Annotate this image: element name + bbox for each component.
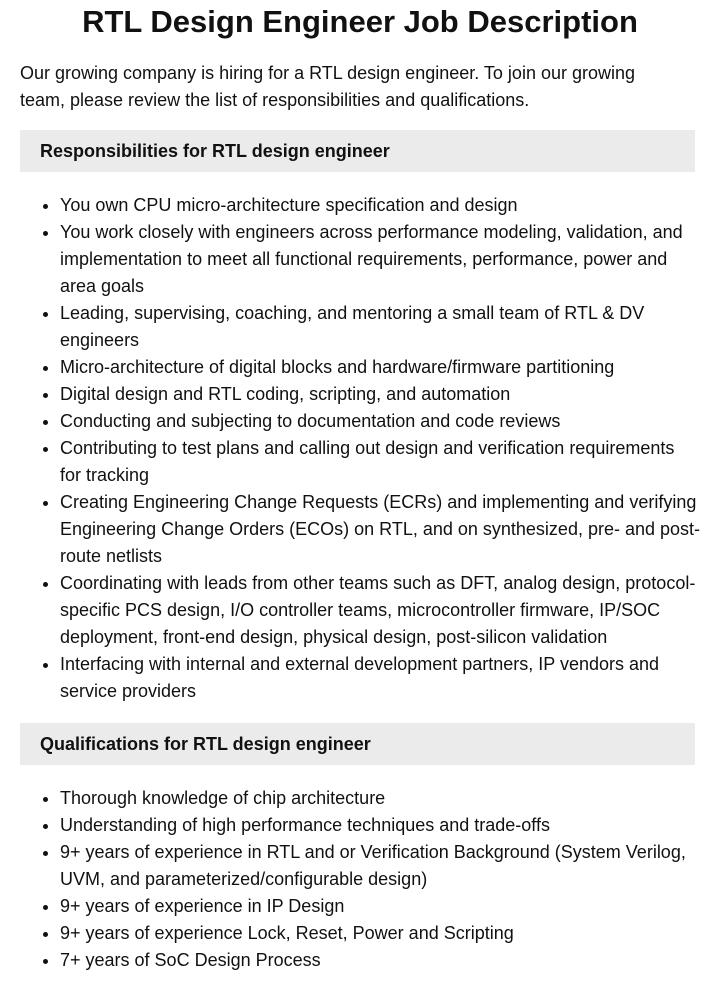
list-item: • 7+ years of SoC Design Process: [60, 947, 700, 974]
list-item: • 9+ years of experience in RTL and or Verification Background (System Verilog, UVM, and parameterized/configurable design): [60, 839, 700, 893]
list-item: • Thorough knowledge of chip architecture: [60, 785, 700, 812]
list-item: • Understanding of high performance techniques and trade-offs: [60, 812, 700, 839]
qualifications-list: [0, 785, 700, 974]
list-item: • 9+ years of experience Lock, Reset, Power and Scripting: [60, 920, 700, 947]
list-item: • Micro-architecture of digital blocks and hardware/firmware partitioning: [60, 354, 700, 381]
list-item: • 9+ years of experience in IP Design: [60, 893, 700, 920]
list-item: • You work closely with engineers across performance modeling, validation, and implementation to meet all functional requirements, performance, power and area goals: [60, 219, 700, 300]
responsibilities-list: [0, 192, 700, 705]
responsibilities-heading: Responsibilities for RTL design engineer: [20, 130, 695, 172]
page-title: RTL Design Engineer Job Description: [82, 4, 638, 39]
list-item: • Digital design and RTL coding, scripting, and automation: [60, 381, 700, 408]
list-item: • Interfacing with internal and external development partners, IP vendors and service providers: [60, 651, 700, 705]
list-item: • Contributing to test plans and calling out design and verification requirements for tracking: [60, 435, 700, 489]
qualifications-heading: Qualifications for RTL design engineer: [20, 723, 695, 765]
list-item: • Leading, supervising, coaching, and mentoring a small team of RTL & DV engineers: [60, 300, 700, 354]
list-item: • Conducting and subjecting to documentation and code reviews: [60, 408, 700, 435]
list-item: • Coordinating with leads from other teams such as DFT, analog design, protocol-specific PCS design, I/O controller teams, microcontroller firmware, IP/SOC deployment, front-end design, physical design, post-silicon validation: [60, 570, 700, 651]
intro-paragraph: Our growing company is hiring for a RTL design engineer. To join our growing team, please review the list of responsibilities and qualifications.: [20, 63, 636, 110]
list-item: • Creating Engineering Change Requests (ECRs) and implementing and verifying Engineering Change Orders (ECOs) on RTL, and on synthesized, pre- and post-route netlists: [60, 489, 700, 570]
list-item: • You own CPU micro-architecture specification and design: [60, 192, 700, 219]
